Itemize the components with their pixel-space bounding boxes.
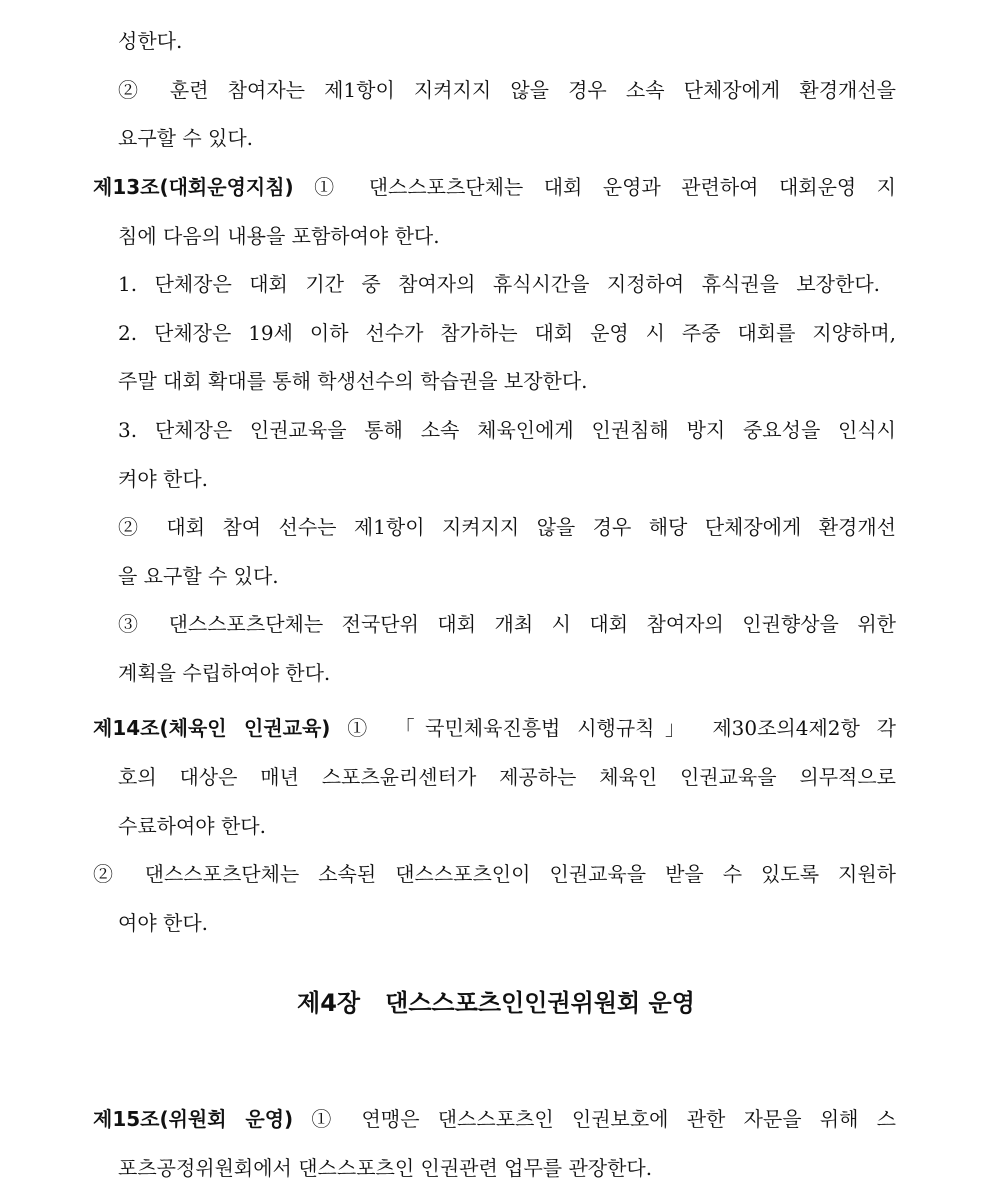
line-text: 성한다. — [118, 29, 183, 53]
line-text: 계획을 수립하여야 한다. — [118, 661, 331, 685]
text-line — [118, 563, 518, 589]
article-14-title: 제14조(체육인 인권교육) — [93, 716, 331, 740]
paragraph-line — [118, 77, 896, 103]
line-text: ① 연맹은 댄스스포츠인 인권보호에 관한 자문을 위해 스 — [293, 1107, 896, 1131]
text-line — [118, 466, 418, 492]
text-line — [118, 1155, 878, 1181]
article-13-title: 제13조(대회운영지침) — [93, 175, 294, 199]
line-text: 켜야 한다. — [118, 467, 208, 491]
line-text: 침에 다음의 내용을 포함하여야 한다. — [118, 224, 440, 248]
paragraph-line — [118, 764, 896, 790]
article-15-title: 제15조(위원회 운영) — [93, 1107, 294, 1131]
line-text: 3. 단체장은 인권교육을 통해 소속 체육인에게 인권침해 방지 중요성을 인식시 — [118, 418, 896, 442]
paragraph-line — [93, 861, 896, 887]
line-text: ③ 댄스스포츠단체는 전국단위 대회 개최 시 대회 참여자의 인권향상을 위한 — [118, 612, 896, 636]
text-line — [118, 28, 418, 54]
list-item-2-line — [118, 320, 896, 346]
text-line — [118, 910, 418, 936]
text-line — [118, 223, 618, 249]
text-line — [118, 368, 818, 394]
line-text: ② 훈련 참여자는 제1항이 지켜지지 않을 경우 소속 단체장에게 환경개선을 — [118, 78, 896, 102]
article-15-line — [93, 1106, 896, 1132]
line-text: 을 요구할 수 있다. — [118, 564, 279, 588]
line-text: ② 대회 참여 선수는 제1항이 지켜지지 않을 경우 해당 단체장에게 환경개선 — [118, 515, 896, 539]
text-line — [118, 660, 518, 686]
line-text: 포츠공정위원회에서 댄스스포츠인 인권관련 업무를 관장한다. — [118, 1156, 653, 1180]
text-line — [118, 813, 518, 839]
line-text: 여야 한다. — [118, 911, 208, 935]
line-text: ① 「국민체육진흥법 시행규칙」 제30조의4제2항 각 — [330, 716, 896, 740]
paragraph-line — [118, 514, 896, 540]
line-text: 1. 단체장은 대회 기간 중 참여자의 휴식시간을 지정하여 휴식권을 보장한다. — [118, 272, 880, 296]
list-item-3-line — [118, 417, 896, 443]
paragraph-line — [118, 611, 896, 637]
line-text: 요구할 수 있다. — [118, 126, 253, 150]
line-text: ② 댄스스포츠단체는 소속된 댄스스포츠인이 인권교육을 받을 수 있도록 지원하 — [93, 862, 896, 886]
list-item-1-line — [118, 271, 880, 297]
article-14-line — [93, 715, 896, 741]
article-13-line — [93, 174, 896, 200]
line-text: 2. 단체장은 19세 이하 선수가 참가하는 대회 운영 시 주중 대회를 지양하며, — [118, 321, 896, 345]
text-line — [118, 125, 518, 151]
chapter-heading: 제4장 댄스스포츠인인권위원회 운영 — [297, 989, 695, 1017]
line-text: 주말 대회 확대를 통해 학생선수의 학습권을 보장한다. — [118, 369, 588, 393]
line-text: 호의 대상은 매년 스포츠윤리센터가 제공하는 체육인 인권교육을 의무적으로 — [118, 765, 896, 789]
line-text: 수료하여야 한다. — [118, 814, 266, 838]
line-text: ① 댄스스포츠단체는 대회 운영과 관련하여 대회운영 지 — [293, 175, 896, 199]
